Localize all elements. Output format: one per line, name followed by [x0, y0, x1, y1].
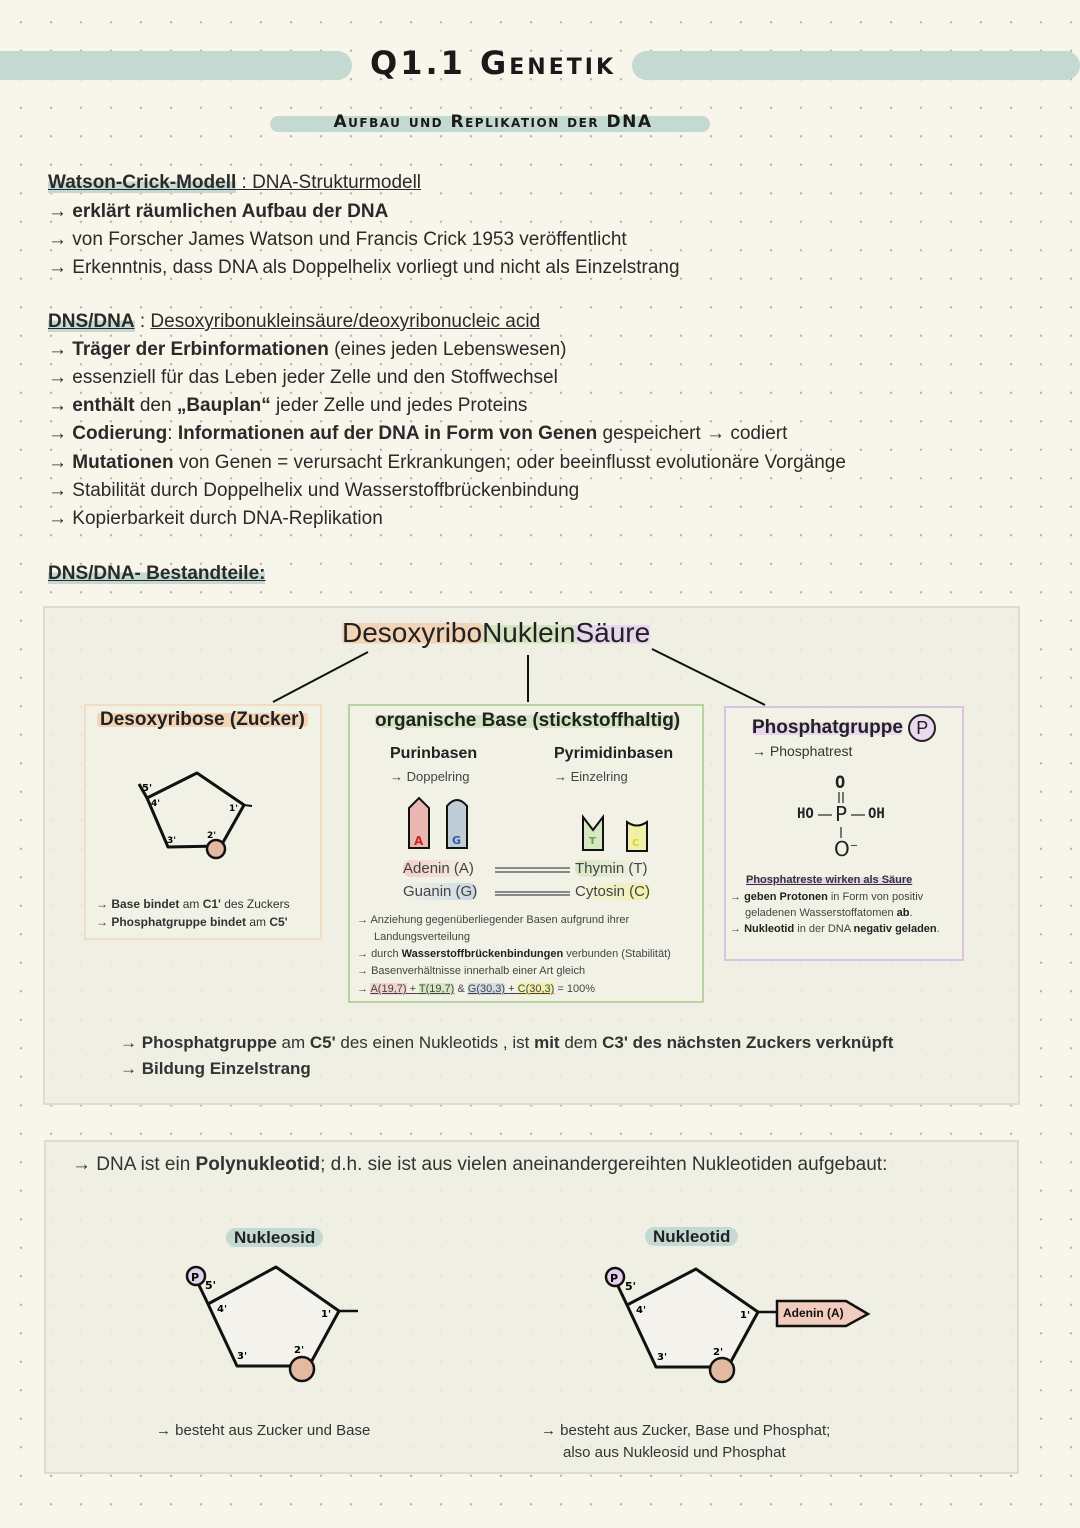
- point-text: :: [167, 423, 178, 444]
- arrow-icon: →: [48, 395, 73, 416]
- arrow-icon: →: [730, 891, 745, 903]
- purine-sub: → Doppelring: [390, 769, 470, 784]
- arrow-icon: →: [72, 1154, 97, 1175]
- point-text: (eines jeden Lebenswesen): [328, 339, 567, 360]
- watson-crick-definition: : DNA-Strukturmodell: [236, 172, 422, 193]
- nucleotide-title-text: Nukleotid: [645, 1227, 738, 1246]
- point-text: Stabilität durch Doppelhelix und Wasserstoffbrückenbindung: [72, 480, 580, 501]
- intro-bold: Polynukleotid: [195, 1154, 321, 1175]
- note-text: Anziehung gegenüberliegender Basen aufgrund ihrer: [370, 914, 630, 926]
- svg-text:P: P: [191, 1271, 200, 1284]
- arrow-icon: →: [357, 914, 371, 926]
- svg-text:4': 4': [636, 1305, 647, 1316]
- page-title: Q1.1 Genetik: [369, 44, 616, 82]
- ratio-a: A(19,7): [370, 983, 407, 995]
- note-bold: Bildung Einzelstrang: [141, 1059, 311, 1078]
- note-text: verbunden (Stabilität): [563, 948, 671, 960]
- arrow-icon: →: [120, 1033, 142, 1052]
- svg-text:P: P: [610, 1272, 619, 1285]
- phosphate-title-text: Phosphatgruppe: [752, 717, 903, 739]
- note-bold: Base bindet: [111, 897, 180, 911]
- note-text: geladenen Wasserstoffatomen: [745, 907, 897, 919]
- note-bold: geben Protonen: [744, 891, 828, 903]
- arrow-icon: →: [48, 339, 73, 360]
- pair-right-cytosine: Cytosin (C): [575, 883, 651, 900]
- note-bold: negativ geladen: [853, 923, 937, 935]
- pyrimidine-sub: → Einzelring: [554, 769, 628, 784]
- note-bold: C1': [202, 897, 221, 911]
- arrow-icon: →: [120, 1059, 142, 1078]
- ratio-c: C(30,3): [517, 983, 555, 995]
- acid-heading-text: Phosphatreste wirken als Säure: [746, 874, 913, 886]
- phosphate-sub: → Phosphatrest: [752, 743, 853, 759]
- svg-text:A: A: [414, 834, 424, 848]
- formula-top-o: O: [835, 773, 846, 793]
- note-text: am: [276, 1033, 310, 1052]
- note-text: Basenverhältnisse innerhalb einer Art gleich: [371, 965, 586, 977]
- arrow-icon: →: [48, 229, 73, 250]
- note-text: am: [179, 897, 203, 911]
- note-bold: C3' des nächsten Zuckers verknüpft: [602, 1033, 894, 1052]
- page-subtitle: Aufbau und Replikation der DNA: [333, 112, 653, 132]
- arrow-icon: →: [48, 508, 73, 529]
- svg-text:2': 2': [294, 1345, 305, 1356]
- watson-crick-term: Watson-Crick-Modell: [48, 172, 237, 193]
- dns-term: DNS/DNA: [48, 311, 135, 332]
- root-part-acid: Säure: [575, 617, 651, 648]
- note-text: am: [246, 915, 270, 929]
- arrow-icon: →: [96, 915, 112, 929]
- arrow-icon: →: [48, 367, 73, 388]
- sugar-title-text: Desoxyribose (Zucker): [97, 709, 308, 730]
- svg-text:2': 2': [713, 1347, 724, 1358]
- point-bold: enthält: [72, 395, 135, 416]
- svg-text:3': 3': [167, 836, 177, 846]
- note-bold: Wasserstoffbrückenbindungen: [401, 948, 564, 960]
- point-text: den: [134, 395, 177, 416]
- formula-oh: OH: [868, 806, 885, 822]
- phosphate-p-icon: P: [908, 714, 936, 742]
- ratio-amp: &: [454, 983, 468, 995]
- point-bold: Träger der Erbinformationen: [72, 339, 329, 360]
- nucleotide-note: → besteht aus Zucker, Base und Phosphat;: [541, 1422, 831, 1439]
- svg-text:T: T: [589, 836, 596, 847]
- nucleoside-note: → besteht aus Zucker und Base: [156, 1422, 371, 1439]
- pair-right-thymine: Thymin (T): [575, 860, 648, 877]
- root-part-sugar: Desoxyribo: [342, 617, 483, 648]
- note-text: des einen Nukleotids , ist: [335, 1033, 535, 1052]
- arrow-icon: →: [96, 897, 112, 911]
- note-text: in der DNA: [794, 923, 854, 935]
- point-text: essenziell für das Leben jeder Zelle und den Stoffwechsel: [72, 367, 558, 388]
- arrow-icon: →: [357, 965, 372, 977]
- svg-text:C: C: [632, 838, 640, 849]
- note-bold: Nukleotid: [744, 923, 795, 935]
- note-bold: C5': [269, 915, 288, 929]
- point-text: Kopierbarkeit durch DNA-Replikation: [72, 508, 383, 529]
- svg-text:3': 3': [237, 1351, 248, 1362]
- svg-text:4': 4': [217, 1304, 228, 1315]
- note-bold: Phosphatgruppe: [141, 1033, 277, 1052]
- arrow-icon: →: [48, 201, 73, 222]
- svg-text:G: G: [452, 834, 462, 847]
- dns-definition: Desoxyribonukleinsäure/deoxyribonucleic acid: [150, 311, 541, 332]
- intro-text: DNA ist ein: [96, 1154, 196, 1175]
- svg-text:2': 2': [207, 831, 217, 841]
- note-bold: mit: [534, 1033, 560, 1052]
- point-bold: „Bauplan“: [176, 395, 271, 416]
- svg-text:5': 5': [625, 1280, 637, 1293]
- ratio-plus: +: [505, 983, 518, 995]
- note-text: des Zuckers: [220, 897, 290, 911]
- root-part-base: Nuklein: [482, 617, 576, 648]
- point-text: von Genen = verursacht Erkrankungen; oder beeinflusst evolutionäre Vorgänge: [173, 452, 846, 473]
- nucleoside-title-text: Nukleosid: [226, 1228, 323, 1247]
- formula-o: O: [834, 837, 850, 861]
- note-text: .: [936, 923, 940, 935]
- nucleotide-note: also aus Nukleosid und Phosphat: [563, 1444, 786, 1461]
- arrow-icon: →: [730, 923, 745, 935]
- pair-left-guanine: Guanin (G): [403, 883, 478, 900]
- formula-charge: −: [849, 840, 859, 852]
- purine-label: Purinbasen: [390, 745, 478, 762]
- pyrimidine-label: Pyrimidinbasen: [554, 745, 674, 762]
- intro-text: ; d.h. sie ist aus vielen aneinandergereihten Nukleotiden aufgebaut:: [320, 1154, 888, 1175]
- separator: :: [134, 311, 151, 332]
- formula-ho: HO: [797, 806, 814, 822]
- arrow-icon: →: [357, 948, 372, 960]
- ratio-plus: +: [406, 983, 419, 995]
- svg-text:5': 5': [205, 1279, 217, 1292]
- svg-text:5': 5': [142, 783, 153, 794]
- point-text: jeder Zelle und jedes Proteins: [270, 395, 528, 416]
- adenine-base-label: Adenin (A): [783, 1306, 844, 1320]
- note-text: .: [909, 907, 913, 919]
- arrow-icon: →: [48, 257, 73, 278]
- point-bold: Codierung: [72, 423, 168, 444]
- base-title-text: organische Base (stickstoffhaltig): [375, 710, 681, 731]
- arrow-icon: →: [48, 423, 73, 444]
- note-bold: C5': [309, 1033, 336, 1052]
- ratio-total: = 100%: [554, 983, 595, 995]
- svg-text:3': 3': [657, 1352, 668, 1363]
- note-bold: ab: [896, 907, 910, 919]
- point-bold: Informationen auf der DNA in Form von Genen: [177, 423, 598, 444]
- point-text: gespeichert → codiert: [597, 423, 788, 444]
- formula-p: P: [835, 802, 848, 826]
- point-text: Erkenntnis, dass DNA als Doppelhelix vorliegt und nicht als Einzelstrang: [72, 257, 680, 278]
- svg-text:1': 1': [229, 804, 239, 814]
- ratio-g: G(30,3): [467, 983, 506, 995]
- pair-left-adenine: Adenin (A): [403, 860, 474, 877]
- svg-text:1': 1': [321, 1309, 332, 1320]
- ratio-t: T(19,7): [418, 983, 455, 995]
- point-bold: erklärt räumlichen Aufbau der DNA: [72, 201, 389, 222]
- svg-text:1': 1': [740, 1310, 751, 1321]
- arrow-icon: →: [48, 480, 73, 501]
- note-text: in Form von positiv: [827, 891, 924, 903]
- arrow-icon: →: [48, 452, 73, 473]
- note-text: durch: [371, 948, 402, 960]
- base-note: Landungsverteilung: [374, 931, 471, 943]
- note-bold: Phosphatgruppe bindet: [111, 915, 247, 929]
- bestandteile-term: DNS/DNA- Bestandteile:: [48, 563, 266, 584]
- note-text: dem: [559, 1033, 603, 1052]
- arrow-icon: →: [357, 983, 371, 995]
- svg-text:4': 4': [151, 799, 161, 809]
- point-bold: Mutationen: [72, 452, 174, 473]
- point-text: von Forscher James Watson und Francis Crick 1953 veröffentlicht: [72, 229, 627, 250]
